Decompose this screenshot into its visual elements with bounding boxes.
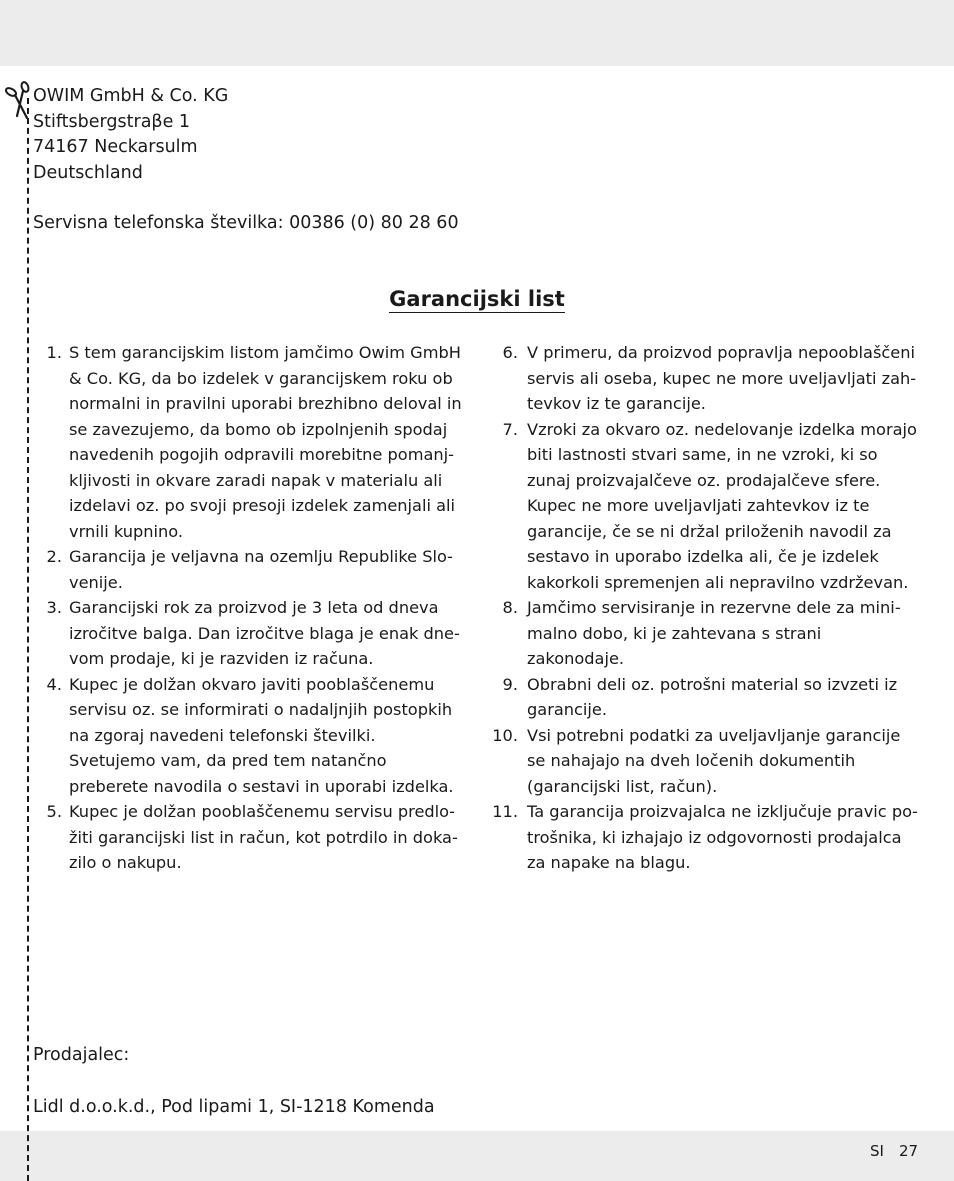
item-text: Ta garancija proizvajalca ne izključuje pravic potrošnika, ki izhajajo iz odgovornosti prodajalca za napake na blagu.	[527, 802, 918, 872]
item-text: Obrabni deli oz. potrošni material so izvzeti iz garancije.	[527, 674, 898, 719]
address-company: OWIM GmbH & Co. KG	[33, 86, 229, 106]
page-number: 27	[899, 1142, 919, 1160]
item-text: S tem garancijskim listom jamčimo Owim GmbH & Co. KG, da bo izdelek v garancijskem roku ob normalni in pravilni uporabi brezhibno deloval in se zavezujemo, da bomo ob izpolnjenih spodaj navedenih pogojih odpravili morebitne pomanjkljivosti in okvare zaradi napak v materialu ali izdelavi oz. po svoji presoji izdelek zamenjali ali vrnili kupnino.	[69, 343, 462, 541]
item-text: Kupec je dolžan pooblaščenemu servisu predložiti garancijski list in račun, kot potrdilo in dokazilo o nakupu.	[69, 802, 458, 872]
warranty-list-left	[40, 340, 462, 876]
item-number: 3.	[46, 598, 62, 617]
address-country: Deutschland	[33, 162, 143, 183]
list-item	[40, 799, 462, 876]
list-item	[40, 595, 462, 672]
list-item	[488, 595, 920, 672]
list-item	[488, 340, 920, 417]
address-street: Stiftsbergstraβe 1	[33, 111, 191, 132]
list-item	[488, 799, 920, 876]
item-number: 4.	[46, 674, 62, 694]
footer-language: SI	[870, 1142, 884, 1160]
page-title-text: Garancijski list	[389, 287, 565, 311]
item-text: Vsi potrebni podatki za uveljavljanje garancije se nahajajo na dveh ločenih dokumentih (garancijski list, račun).	[527, 725, 901, 796]
item-text: Vzroki za okvaro oz. nedelovanje izdelka morajo biti lastnosti stvari same, in ne vzroki, ki so zunaj proizvajalčeve oz. prodajalčeve sfere. Kupec ne more uveljavljati zahtevkov iz te garancije, če se ni držal priloženih navodil za sestavo in uporabo izdelka ali, če je izdelek kakorkoli spremenjen ali nepravilno vzdrževan.	[527, 419, 917, 592]
header-band	[0, 0, 954, 66]
service-phone: Servisna telefonska številka: 00386 (0) 80 28 60	[33, 213, 459, 233]
list-item	[488, 723, 920, 800]
scissors-icon	[3, 80, 33, 122]
item-number: 10.	[492, 725, 518, 745]
item-number: 11.	[492, 802, 518, 821]
list-item	[40, 672, 462, 800]
item-text: V primeru, da proizvod popravlja nepooblaščeni servis ali oseba, kupec ne more uveljavljati zahtevkov iz te garancije.	[527, 343, 917, 413]
item-number: 2.	[46, 547, 62, 566]
cut-line	[27, 98, 29, 1181]
item-text: Kupec je dolžan okvaro javiti pooblaščenemu servisu oz. se informirati o nadaljnjih postopkih na zgoraj navedeni telefonski številki. Svetujemo vam, da pred tem natančno preberete navodila o sestavi in uporabi izdelka.	[69, 674, 454, 796]
list-item	[488, 417, 920, 596]
item-number: 5.	[46, 802, 62, 821]
page-title	[0, 285, 954, 313]
list-item	[488, 672, 920, 723]
item-text: Jamčimo servisiranje in rezervne dele za minimalno dobo, ki je zahtevana s strani zakonodaje.	[527, 598, 901, 668]
item-number: 6.	[502, 343, 518, 362]
item-number: 9.	[502, 674, 518, 694]
footer-band	[0, 1131, 954, 1181]
item-number: 7.	[502, 419, 518, 439]
seller-address: Lidl d.o.o.k.d., Pod lipami 1, SI-1218 Komenda	[33, 1097, 435, 1117]
address-block	[33, 84, 228, 186]
address-city: 74167 Neckarsulm	[33, 137, 198, 157]
item-text: Garancijski rok za proizvod je 3 leta od dneva izročitve balga. Dan izročitve blaga je enak dnevom prodaje, ki je razviden iz računa.	[69, 598, 460, 668]
warranty-list-right	[488, 340, 920, 876]
list-item	[40, 544, 462, 595]
seller-label: Prodajalec:	[33, 1045, 130, 1065]
item-number: 1.	[46, 343, 62, 362]
list-item	[40, 340, 462, 544]
item-text: Garancija je veljavna na ozemlju Republike Slovenije.	[69, 547, 453, 592]
item-number: 8.	[502, 598, 518, 617]
